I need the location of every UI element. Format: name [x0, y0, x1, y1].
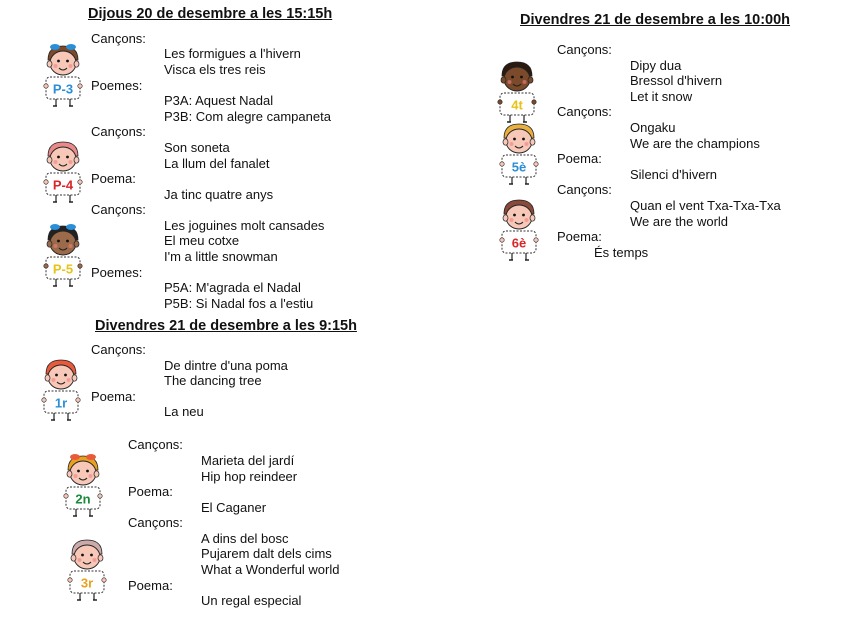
song-item: El meu cotxe — [164, 233, 240, 248]
label-cancons: Cançons: — [557, 104, 612, 119]
song-item: The dancing tree — [164, 373, 262, 388]
label-poema: Poema: — [557, 151, 602, 166]
song-item: Let it snow — [630, 89, 693, 104]
song-item: Dipy dua — [630, 58, 682, 73]
poem-item: El Caganer — [201, 500, 267, 515]
section-title-dijous: Dijous 20 de desembre a les 15:15h — [88, 6, 333, 22]
kid-illustration-p5 — [38, 222, 88, 288]
label-cancons: Cançons: — [557, 182, 612, 197]
label-poema: Poema: — [91, 171, 136, 186]
song-item: Les formigues a l'hivern — [164, 46, 301, 61]
kid-illustration-p3 — [38, 42, 88, 108]
svg-text:4t: 4t — [511, 97, 523, 113]
poem-item: P5A: M'agrada el Nadal — [164, 280, 301, 295]
kid-illustration-5e — [494, 120, 544, 186]
kid-illustration-p4 — [38, 138, 88, 204]
svg-text:3r: 3r — [80, 575, 94, 591]
song-item: Marieta del jardí — [201, 453, 295, 468]
svg-text:P-5: P-5 — [52, 261, 74, 277]
song-item: I'm a little snowman — [164, 249, 278, 264]
label-poema: Poema: — [128, 578, 173, 593]
song-item: Ongaku — [630, 120, 676, 135]
section-title-divendres-1000: Divendres 21 de desembre a les 10:00h — [520, 12, 791, 28]
poem-item: La neu — [164, 404, 204, 419]
kid-illustration-3r — [62, 536, 112, 602]
label-cancons: Cançons: — [128, 437, 183, 452]
label-cancons: Cançons: — [91, 342, 146, 357]
label-poemes: Poemes: — [91, 78, 143, 93]
song-item: Hip hop reindeer — [201, 469, 298, 484]
label-poemes: Poemes: — [91, 265, 143, 280]
svg-text:P-4: P-4 — [52, 177, 74, 193]
song-item: Son soneta — [164, 140, 230, 155]
svg-text:P-3: P-3 — [52, 81, 74, 97]
poem-item: P5B: Si Nadal fos a l'estiu — [164, 296, 314, 311]
song-item: De dintre d'una poma — [164, 358, 288, 373]
poem-item: Ja tinc quatre anys — [164, 187, 274, 202]
song-item: A dins del bosc — [201, 531, 289, 546]
label-poema: Poema: — [557, 229, 602, 244]
label-poema: Poema: — [91, 389, 136, 404]
svg-text:5è: 5è — [511, 159, 527, 175]
kid-illustration-1r — [36, 356, 86, 422]
section-title-divendres-915: Divendres 21 de desembre a les 9:15h — [95, 318, 357, 334]
label-cancons: Cançons: — [91, 202, 146, 217]
song-item: Bressol d'hivern — [630, 73, 723, 88]
label-poema: Poema: — [128, 484, 173, 499]
song-item: We are the world — [630, 214, 729, 229]
label-cancons: Cançons: — [91, 31, 146, 46]
song-item: What a Wonderful world — [201, 562, 340, 577]
song-item: La llum del fanalet — [164, 156, 270, 171]
kid-illustration-6e — [494, 196, 544, 262]
poem-item: És temps — [594, 245, 649, 260]
song-item: We are the champions — [630, 136, 760, 151]
song-item: Visca els tres reis — [164, 62, 266, 77]
kid-illustration-2n — [58, 452, 108, 518]
song-item: Les joguines molt cansades — [164, 218, 325, 233]
kid-illustration-4t — [492, 58, 542, 124]
svg-text:6è: 6è — [511, 235, 527, 251]
song-item: Pujarem dalt dels cims — [201, 546, 332, 561]
label-cancons: Cançons: — [128, 515, 183, 530]
label-cancons: Cançons: — [91, 124, 146, 139]
label-cancons: Cançons: — [557, 42, 612, 57]
poem-item: P3B: Com alegre campaneta — [164, 109, 331, 124]
poem-item: Silenci d'hivern — [630, 167, 718, 182]
svg-text:1r: 1r — [54, 395, 68, 411]
poem-item: P3A: Aquest Nadal — [164, 93, 274, 108]
poem-item: Un regal especial — [201, 593, 302, 608]
song-item: Quan el vent Txa-Txa-Txa — [630, 198, 781, 213]
svg-text:2n: 2n — [75, 491, 91, 507]
